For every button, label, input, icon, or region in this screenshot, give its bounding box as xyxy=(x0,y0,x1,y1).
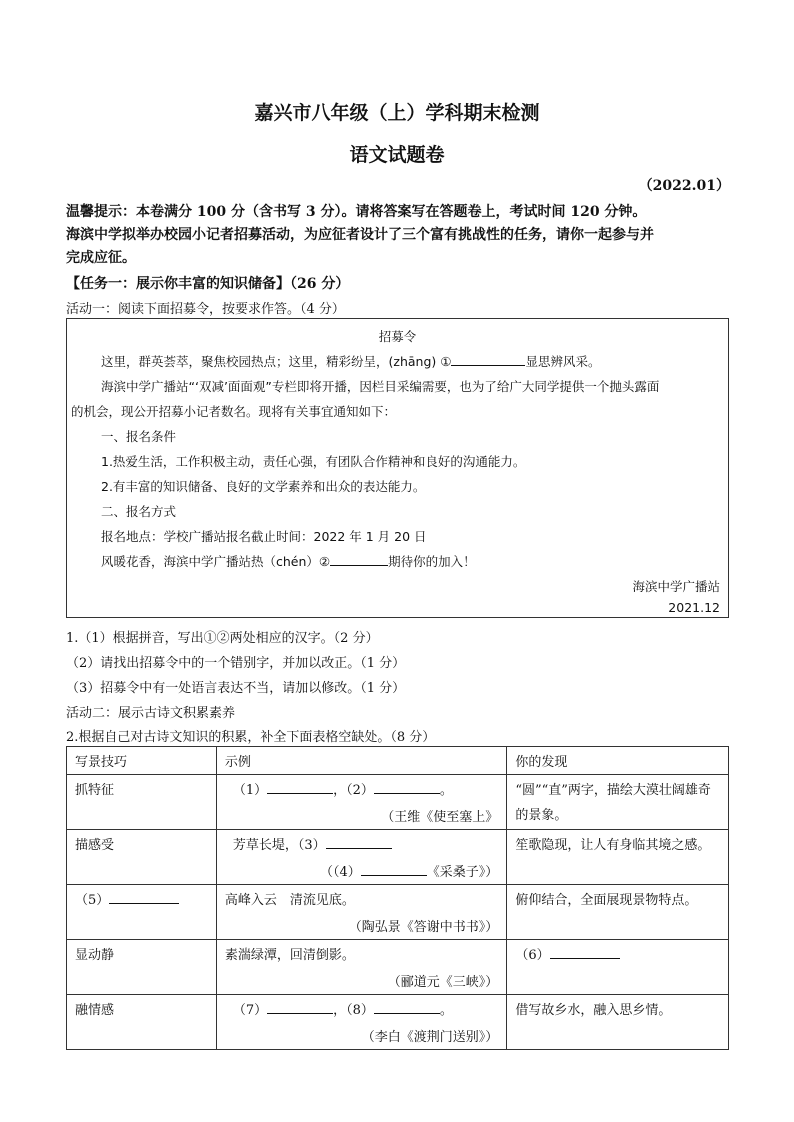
notice-line1-end: 显思辨风采。 xyxy=(525,354,601,369)
warm-tip: 温馨提示：本卷满分 100 分（含书写 3 分）。请将答案写在答题卷上，考试时间 120 分钟。 xyxy=(66,204,647,220)
example-text: 芳草长堤，（3） xyxy=(232,838,326,853)
table-row xyxy=(67,995,729,1050)
table-header-example: 示例 xyxy=(216,747,506,775)
cell-technique: 显动静 xyxy=(67,940,217,995)
question-1-1: 1.（1）根据拼音，写出①②两处相应的汉字。（2 分） xyxy=(66,631,379,646)
example-text: 。 xyxy=(439,783,453,798)
cell-example xyxy=(216,775,506,830)
recruitment-notice xyxy=(66,318,729,618)
example-source: （李白《渡荆门送别》） xyxy=(361,1030,499,1045)
answer-blank-1[interactable] xyxy=(267,781,333,794)
answer-blank-7[interactable] xyxy=(267,1001,333,1014)
notice-signature: 海滨中学广播站 xyxy=(632,579,720,594)
exam-date: （2022.01） xyxy=(638,178,730,194)
source-text: 《采桑子》） xyxy=(426,865,499,880)
cell-finding xyxy=(507,775,729,830)
example-source xyxy=(225,861,498,880)
question-2: 2.根据自己对古诗文知识的积累，补全下面表格空缺处。（8 分） xyxy=(66,730,436,745)
notice-section2: 二、报名方式 xyxy=(101,504,177,519)
exam-subtitle: 语文试题卷 xyxy=(349,144,445,166)
question-1-2: （2）请找出招募令中的一个错别字，并加以改正。（1 分） xyxy=(66,656,406,671)
blank-2[interactable] xyxy=(330,553,388,566)
example-text: ，（2） xyxy=(333,783,374,798)
example-text: 素湍绿潭，回清倒影。 xyxy=(224,948,355,963)
cell-finding xyxy=(507,885,729,940)
table-row xyxy=(67,830,729,885)
answer-blank-6[interactable] xyxy=(550,946,620,959)
cell-example xyxy=(216,830,506,885)
poetry-table xyxy=(66,746,729,1050)
finding-line: “圆”“直”两字，描绘大漠壮阔雄奇 xyxy=(515,783,711,798)
example-text: （7） xyxy=(232,1003,268,1018)
task1-heading: 【任务一：展示你丰富的知识储备】（26 分） xyxy=(66,276,350,292)
example-text: ，（8） xyxy=(333,1003,374,1018)
cell-example xyxy=(216,940,506,995)
answer-blank-5[interactable] xyxy=(109,891,179,904)
example-source: （王维《使至塞上》 xyxy=(381,810,499,825)
exam-title: 嘉兴市八年级（上）学科期末检测 xyxy=(254,102,540,124)
cell-example xyxy=(216,995,506,1050)
cell-finding xyxy=(507,940,729,995)
cell-technique: 描感受 xyxy=(67,830,217,885)
intro-para-line1: 海滨中学拟举办校园小记者招募活动，为应征者设计了三个富有挑战性的任务，请你一起参与并 xyxy=(66,227,654,243)
table-row xyxy=(67,940,729,995)
example-source: （陶弘景《答谢中书书》） xyxy=(348,920,499,935)
answer-blank-2[interactable] xyxy=(374,781,440,794)
example-text: （1） xyxy=(232,783,268,798)
finding-line: 借写故乡水，融入思乡情。 xyxy=(515,1003,672,1018)
cell-example xyxy=(216,885,506,940)
table-header-technique: 写景技巧 xyxy=(67,747,217,775)
finding-text: （6） xyxy=(515,948,550,963)
table-header-finding: 你的发现 xyxy=(507,747,729,775)
table-header-row xyxy=(67,747,729,775)
intro-para-line2: 完成应征。 xyxy=(66,250,136,266)
table-row xyxy=(67,885,729,940)
notice-title: 招募令 xyxy=(378,329,417,344)
notice-condition2: 2.有丰富的知识储备、良好的文学素养和出众的表达能力。 xyxy=(101,479,426,494)
notice-line2: 海滨中学广播站“‘双减’面面观”专栏即将开播，因栏目采编需要，也为了给广大同学提供一个抛头露面 xyxy=(101,379,660,394)
cell-finding xyxy=(507,830,729,885)
finding-line: 笙歌隐现，让人有身临其境之感。 xyxy=(515,838,711,853)
cell-technique: 融情感 xyxy=(67,995,217,1050)
cell-technique xyxy=(67,885,217,940)
example-source: （郦道元《三峡》） xyxy=(387,975,499,990)
notice-line1-text: 这里，群英荟萃，聚焦校园热点；这里，精彩纷呈，(zhāng) ① xyxy=(101,354,452,369)
example-text: 。 xyxy=(439,1003,453,1018)
example-text: 高峰入云 清流见底。 xyxy=(224,893,355,908)
notice-condition1: 1.热爱生活，工作积极主动，责任心强，有团队合作精神和良好的沟通能力。 xyxy=(101,454,526,469)
cell-technique: 抓特征 xyxy=(67,775,217,830)
cell-finding xyxy=(507,995,729,1050)
blank-1[interactable] xyxy=(451,353,525,366)
notice-closing-end: 期待你的加入！ xyxy=(388,554,476,569)
notice-date: 2021.12 xyxy=(668,600,720,615)
notice-section1: 一、报名条件 xyxy=(101,429,177,444)
technique-text: （5） xyxy=(75,893,110,908)
activity2-label: 活动二：展示古诗文积累素养 xyxy=(66,706,236,721)
answer-blank-3[interactable] xyxy=(326,836,392,849)
answer-blank-4[interactable] xyxy=(361,863,427,876)
question-1-3: （3）招募令中有一处语言表达不当，请加以修改。（1 分） xyxy=(66,681,406,696)
finding-line: 的景象。 xyxy=(515,808,568,823)
notice-line3: 的机会，现公开招募小记者数名。现将有关事宜通知如下： xyxy=(71,404,397,419)
notice-closing-text: 风暖花香，海滨中学广播站热（chén）② xyxy=(101,554,331,569)
finding-line: 俯仰结合，全面展现景物特点。 xyxy=(515,893,698,908)
source-text: （（4） xyxy=(320,865,361,880)
notice-place: 报名地点：学校广播站报名截止时间：2022 年 1 月 20 日 xyxy=(101,529,427,544)
notice-closing xyxy=(101,552,476,570)
answer-blank-8[interactable] xyxy=(374,1001,440,1014)
notice-line1 xyxy=(101,352,600,370)
activity1-label: 活动一：阅读下面招募令，按要求作答。（4 分） xyxy=(66,302,345,317)
table-row xyxy=(67,775,729,830)
